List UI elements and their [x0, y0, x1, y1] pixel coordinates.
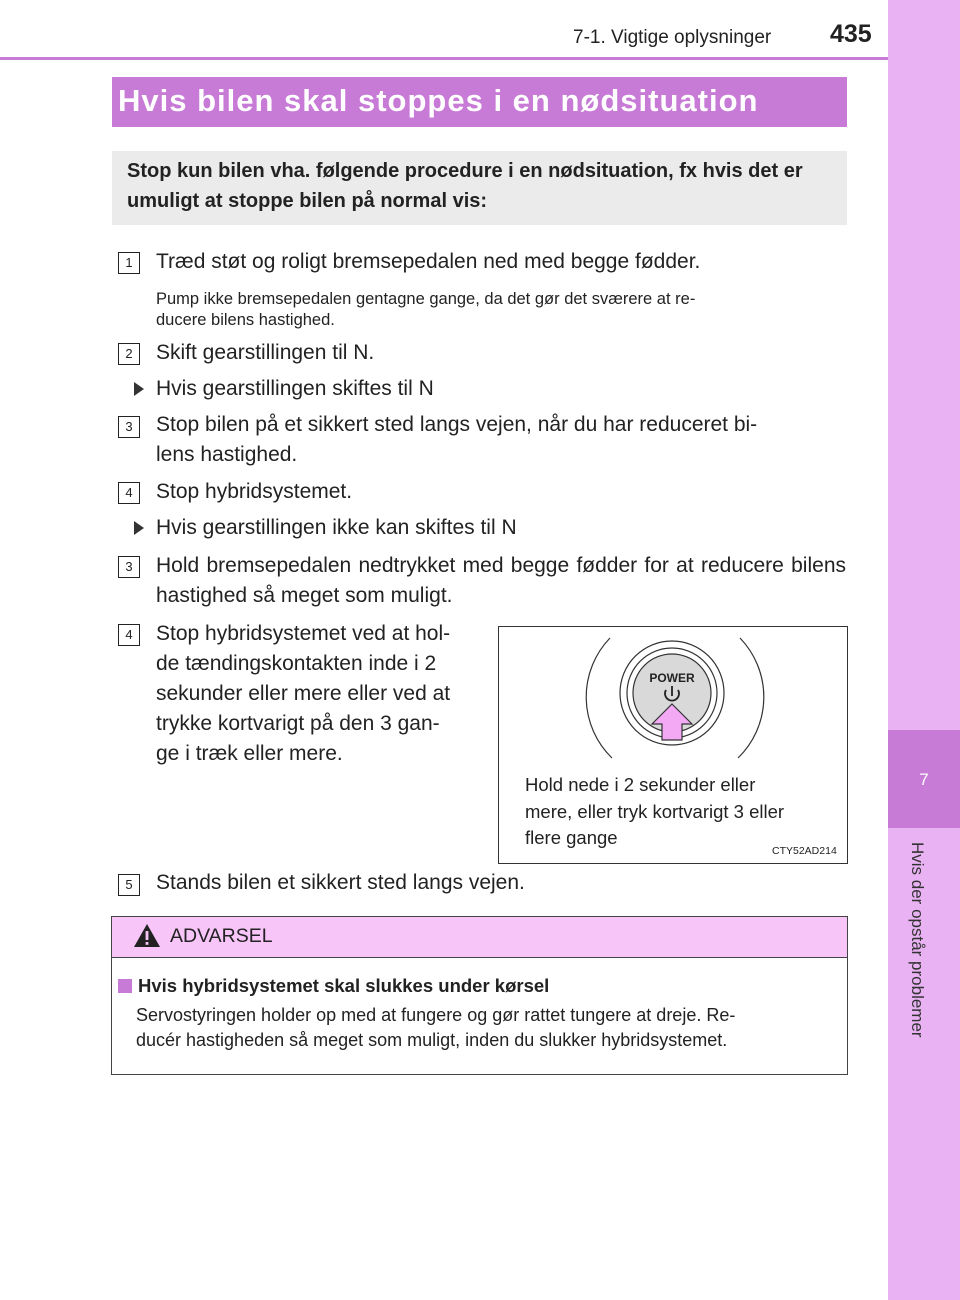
step-4b-text: Stop hybridsystemet ved at hol- de tændingskontakten inde i 2 sekunder eller mere eller ved at trykke kortvarigt på den 3 gan- ge i træk eller mere. [156, 622, 451, 765]
step-number-3a: 3 [118, 416, 140, 438]
power-button-label: POWER [649, 671, 695, 685]
step-number-3b: 3 [118, 556, 140, 578]
warning-triangle-icon [133, 923, 161, 948]
step-5-text: Stands bilen et sikkert sted langs vejen. [156, 871, 525, 894]
step-2-text: Skift gearstillingen til N. [156, 341, 375, 364]
triangle-bullet-icon [134, 521, 144, 535]
step-1-note: Pump ikke bremsepedalen gentagne gange, da det gør det sværere at re- ducere bilens hastighed. [156, 290, 696, 329]
square-bullet-icon [118, 979, 132, 993]
condition-heading-1: Hvis gearstillingen skiftes til N [156, 377, 434, 400]
figure-code: CTY52AD214 [772, 845, 837, 857]
header-section-title: 7-1. Vigtige oplysninger [573, 27, 772, 48]
warning-title: ADVARSEL [170, 925, 273, 947]
step-number-5: 5 [118, 874, 140, 896]
warning-body: Servostyringen holder op med at fungere og gør rattet tungere at dreje. Re- ducér hastigheden så meget som muligt, inden du slukker hybridsystemet. [136, 1005, 736, 1050]
step-1-text: Træd støt og roligt bremsepedalen ned med begge fødder. [156, 250, 701, 273]
warning-subtitle: Hvis hybridsystemet skal slukkes under kørsel [138, 975, 550, 996]
page-number: 435 [830, 20, 872, 48]
page-title: Hvis bilen skal stoppes i en nødsituation [118, 83, 759, 118]
chapter-side-tab [888, 0, 960, 1300]
chapter-title: Hvis der opstår problemer [908, 842, 927, 1038]
header-divider [0, 57, 888, 60]
left-arc [586, 638, 612, 758]
step-number-4b: 4 [118, 624, 140, 646]
condition-heading-2: Hvis gearstillingen ikke kan skiftes til N [156, 516, 517, 539]
figure-caption: Hold nede i 2 sekunder eller mere, eller tryk kortvarigt 3 eller flere gange [525, 774, 785, 848]
intro-text: Stop kun bilen vha. følgende procedure i en nødsituation, fx hvis det er umuligt at stoppe bilen på normal vis: [127, 160, 803, 212]
step-number-4a: 4 [118, 482, 140, 504]
step-number-2: 2 [118, 343, 140, 365]
step-number-1: 1 [118, 252, 140, 274]
triangle-bullet-icon [134, 382, 144, 396]
step-3a-text: Stop bilen på et sikkert sted langs vejen, når du har reduceret bi- lens hastighed. [156, 413, 758, 466]
chapter-number: 7 [919, 770, 929, 789]
power-button-illustration [580, 630, 770, 770]
step-3b-text: Hold bremsepedalen nedtrykket med begge fødder for at reducere bilens hastighed så meget som muligt. [156, 554, 846, 607]
right-arc [738, 638, 764, 758]
step-4a-text: Stop hybridsystemet. [156, 480, 353, 503]
